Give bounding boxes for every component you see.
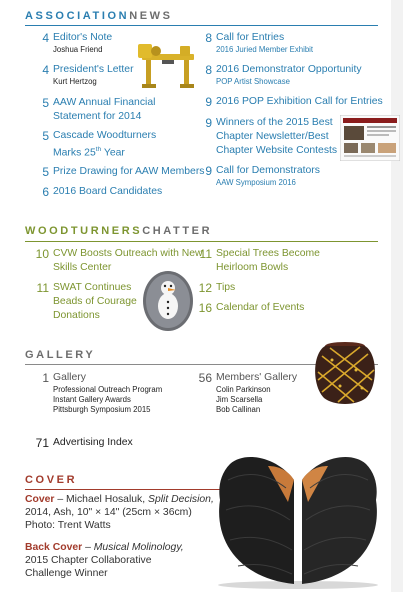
beaded-vessel-image: [310, 340, 380, 406]
news-word: NEWS: [129, 10, 173, 22]
newsletter-thumbnail-image: [340, 115, 400, 161]
cover-credit-dimensions: 2014, Ash, 10" × 14" (25cm × 36cm): [25, 507, 192, 518]
back-cover-credit-line3: Challenge Winner: [25, 568, 108, 579]
page-edge: [391, 0, 403, 592]
cover-credit: Cover – Michael Hosaluk, Split Decision,: [25, 494, 214, 505]
association-rule: [25, 25, 378, 26]
cover-heading: COVER: [25, 474, 78, 486]
split-vessel-image: [208, 440, 388, 590]
snowman-ornament-image: [142, 270, 194, 332]
chatter-word: CHATTER: [142, 225, 213, 237]
association-news-heading: [25, 10, 173, 22]
cover-rule: [25, 489, 220, 490]
gallery-heading: GALLERY: [25, 349, 96, 361]
woodturners-chatter-heading: [25, 225, 212, 237]
back-cover-credit: Back Cover – Musical Molinology,: [25, 542, 184, 553]
woodturners-rule: [25, 241, 378, 242]
table-of-contents-page: ASSOCIATIONNEWS 4 Editor's Note Joshua Friend 4 President's Letter Kurt Hertzog 5 AAW Annual Financial Statement for 2014 5 Cascade Woodturners Marks 25th Year 5 Prize Drawing for AAW Members 6 2016 Board Candidates 8 Call for Entries 2016 Juried Member Exhibit 8 2016 Demonstrator Opportunity POP Artist Showcase 9 2016 POP Exhibition Call for Entries 9 Winners of the 2015 Best Chapter Newsletter/Best Chapter Website Contests 9 Call for Demonstrators AAW Symposium 2016 WOODTURNERSCHATTER 10 CVW Boosts Outreach with New Skills Center 11 SWAT Continues Beads of Courage Donations 11 Special Trees Become Heirloom Bowls 12 Tips 16 Calendar of Events GALLERY 1 Gallery Professional Outreach Program Instant Gallery Awards Pittsburgh Symposium 2015 56 Members' Gallery Colin Parkinson Jim Scarsella Bob Callinan 71 Advertising Index COVER Cover – Michael Hosaluk, Split Decision, 2014, Ash, 10" × 14" (25cm × 36cm) Photo: Trent Watts Back Cover – Musical Molinology, 2015 Chapter Collaborative Challenge Winner: [0, 0, 403, 592]
woodturners-word: WOODTURNERS: [25, 225, 143, 237]
association-word: ASSOCIATION: [25, 10, 130, 22]
cover-credit-photo: Photo: Trent Watts: [25, 520, 111, 531]
back-cover-credit-line2: 2015 Chapter Collaborative: [25, 555, 152, 566]
